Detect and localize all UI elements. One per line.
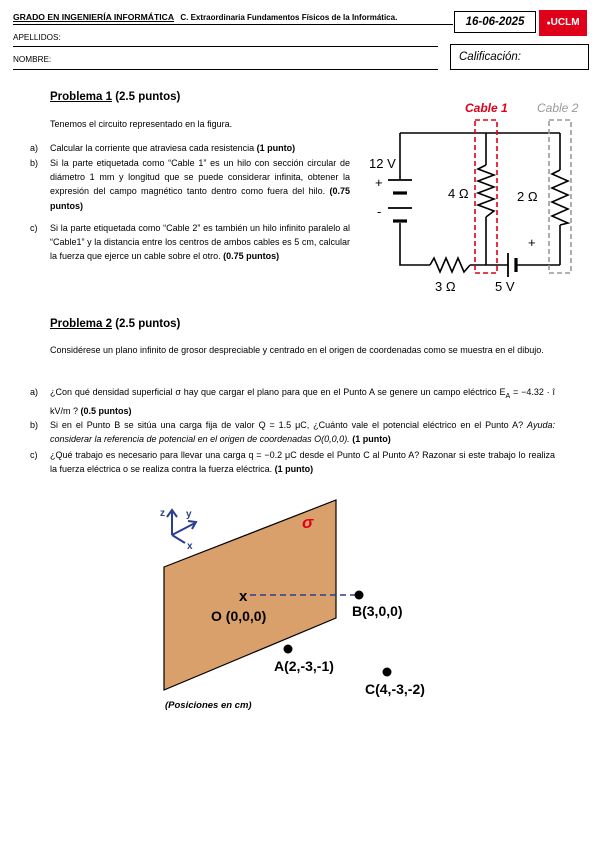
item-text: Calcular la corriente que atraviesa cada resistencia — [50, 143, 255, 153]
axis-z-label: z — [160, 508, 165, 519]
cable1-label: Cable 1 — [465, 101, 508, 115]
problem2-intro: Considérese un plano infinito de grosor despreciable y centrado en el origen de coordenadas como se muestra en el dibujo. — [50, 345, 544, 355]
logo-text: UCLM — [550, 17, 580, 28]
problem2-item-b — [30, 418, 555, 446]
point-a-label: A(2,-3,-1) — [274, 658, 334, 674]
item-text: Si la parte etiquetada como “Cable 2” es también un hilo infinito paralelo al “Cable1” y la distancia entre los centros de ambos cables es 5 cm, calcular la fuerza que ejerce un cable sobre el otro. — [50, 223, 350, 262]
problem2-title-text: Problema 2 — [50, 318, 112, 330]
point-c-label: C(4,-3,-2) — [365, 681, 425, 697]
axes-icon — [167, 510, 196, 543]
apellidos-label: APELLIDOS: — [13, 33, 61, 42]
plane-figure — [150, 495, 450, 715]
item-text: ¿Con qué densidad superficial σ hay que cargar el plano para que en el Punto A se genere un campo eléctrico E — [50, 387, 506, 397]
v12-plus: + — [375, 175, 383, 190]
item-label: c) — [30, 223, 38, 233]
exam-text: C. Extraordinaria Fundamentos Físicos de la Informática. — [180, 13, 398, 22]
item-points: (0.75 puntos) — [223, 251, 280, 262]
item-hint: Ayuda: considerar la referencia de potencial en el origen de coordenadas O(0,0,0). — [50, 420, 555, 445]
item-points: (0.75 puntos) — [50, 186, 350, 211]
problem2-title — [50, 318, 180, 330]
item-label: b) — [30, 158, 39, 168]
axis-y-label: y — [186, 509, 192, 520]
degree-title — [13, 12, 397, 22]
v12-label: 12 V — [369, 156, 396, 171]
problem2-item-c — [30, 448, 555, 476]
problem1-points: (2.5 puntos) — [115, 91, 181, 103]
r3-label: 3 Ω — [435, 279, 456, 294]
origin-x-mark: x — [239, 588, 248, 605]
problem1-intro: Tenemos el circuito representado en la figura. — [50, 119, 233, 129]
point-a-dot — [284, 645, 293, 654]
header-top-line — [13, 24, 453, 25]
item-text: ¿Qué trabajo es necesario para llevar una carga q = −0.2 μC desde el Punto C al Punto A? Razonar si este trabajo lo realiza la fuerza eléctrica o se realiza contra la fuerza eléctrica. — [50, 450, 555, 475]
degree-text: GRADO EN INGENIERÍA INFORMÁTICA — [13, 12, 175, 22]
item-text: Si en el Punto B se sitúa una carga fija de valor Q = 1.5 μC, ¿Cuánto vale el potencial eléctrico en el Punto A? — [50, 420, 524, 430]
problem1-item-b — [30, 156, 350, 213]
problem2-item-a — [30, 385, 555, 418]
problem2-points: (2.5 puntos) — [115, 318, 181, 330]
v5-plus: + — [528, 235, 536, 250]
positions-caption: (Posiciones en cm) — [165, 700, 252, 711]
logo-icon: ● — [546, 20, 551, 27]
problem1-item-c — [30, 221, 350, 264]
ucln-logo — [539, 10, 587, 36]
date-box — [454, 11, 536, 33]
nombre-line[interactable] — [13, 69, 438, 70]
r4-label: 4 Ω — [448, 186, 469, 201]
item-text-post: = −4.32 · î kV/m ? — [50, 387, 555, 416]
calificacion-label: Calificación: — [459, 51, 521, 63]
item-label: b) — [30, 420, 39, 430]
item-text: Si la parte etiquetada como “Cable 1” es un hilo con sección circular de diámetro 1 mm y longitud que se puede considerar infinita, obtener la expresión del campo magnético tanto dentro como fuera del hilo. — [50, 158, 350, 197]
problem1-title-text: Problema 1 — [50, 91, 112, 103]
battery-5v-icon — [508, 253, 516, 277]
v12-minus: - — [377, 204, 382, 219]
origin-label: O (0,0,0) — [211, 608, 267, 624]
calificacion-box — [450, 44, 589, 70]
item-label: a) — [30, 387, 39, 397]
item-points: (0.5 puntos) — [80, 406, 132, 416]
r2-label: 2 Ω — [517, 189, 538, 204]
nombre-label: NOMBRE: — [13, 55, 52, 64]
problem1-item-a — [30, 141, 360, 155]
problem1-title — [50, 91, 180, 103]
v5-label: 5 V — [495, 279, 515, 294]
apellidos-line[interactable] — [13, 46, 438, 47]
item-label: a) — [30, 143, 39, 153]
item-points: (1 punto) — [274, 464, 314, 475]
battery-12v-icon — [388, 180, 412, 221]
point-b-dot — [355, 591, 364, 600]
item-points: (1 punto) — [352, 434, 391, 445]
axis-x-label: x — [187, 541, 193, 552]
item-points: (1 punto) — [256, 143, 296, 153]
item-subscript: A — [505, 392, 511, 400]
date-text: 16-06-2025 — [465, 16, 525, 28]
circuit-diagram — [360, 95, 590, 300]
item-label: c) — [30, 450, 38, 460]
sigma-label: σ — [302, 513, 314, 532]
cable2-label: Cable 2 — [537, 101, 579, 115]
point-c-dot — [383, 668, 392, 677]
point-b-label: B(3,0,0) — [352, 603, 403, 619]
